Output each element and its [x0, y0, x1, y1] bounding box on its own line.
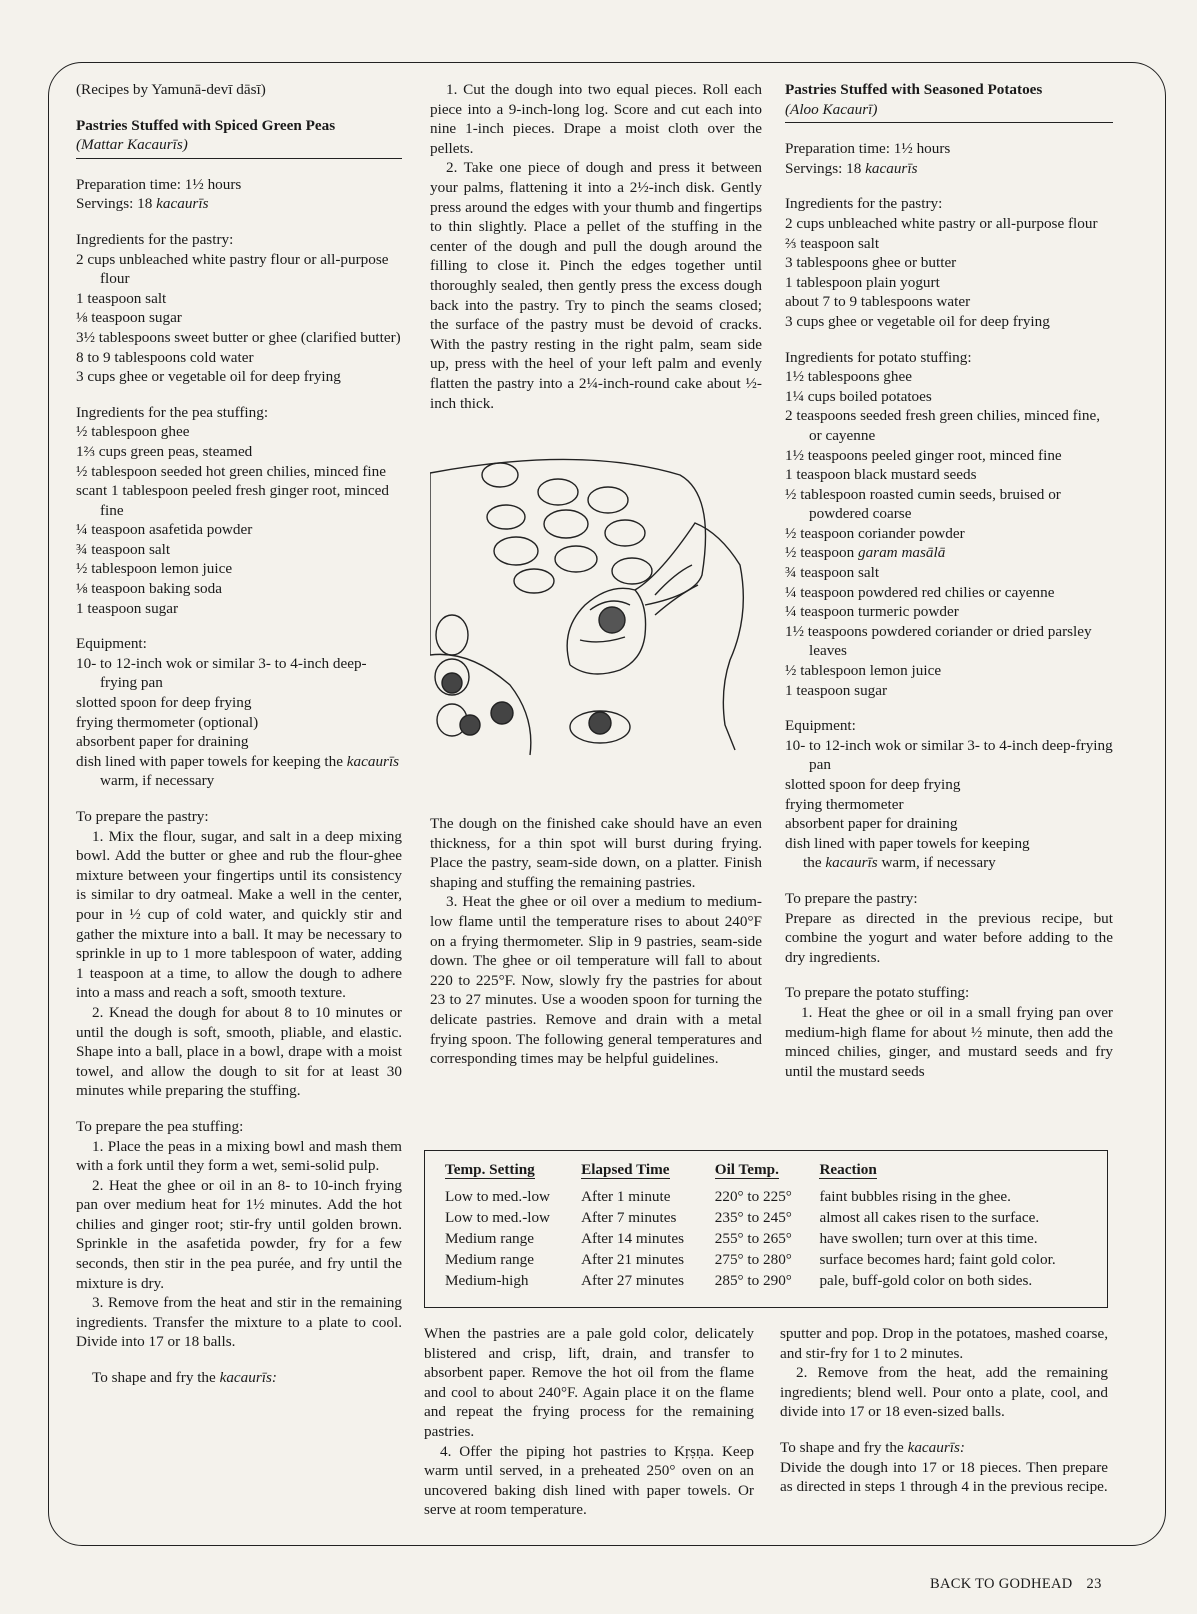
equipment-item: slotted spoon for deep frying — [785, 776, 961, 793]
step-text: 2. Take one piece of dough and press it between your palms, flattening it into a 2½-inch disk. Gently press around the edges with your thumb and fingertips to thin slightly. Place a pellet of the stuffing in the center of the dough and pull the dough around the filling to close it. Pinch the edges together until thoroughly sealed, then gently press the excess dough back into the pastry. Try to pinch the seams closed; the surface of the pastry must be devoid of cracks. With the pastry resting in the right palm, seam side up, press with the heel of your left palm and evenly flatten the pastry into a 2¼-inch-round cake about ½-inch thick. — [430, 159, 762, 412]
recipe1-prepare-pastry-heading: To prepare the pastry: — [76, 808, 209, 825]
table-cell: surface becomes hard; faint gold color. — [819, 1251, 1056, 1268]
ingredient: ½ tablespoon seeded hot green chilies, minced fine — [76, 462, 386, 480]
step-text: 3. Heat the ghee or oil over a medium to medium-low flame until the temperature rises to about 240°F on a frying thermometer. Slip in 9 pastries, seam-side down. The ghee or oil temperature will fall to about 220 to 225°F. Now, slowly fry the pastries for about 23 to 27 minutes. Use a wooden spoon for turning the delicate pastries. Remove and drain with a metal frying spoon. The following general temperatures and corresponding times may be helpful guidelines. — [430, 893, 762, 1068]
equipment-item: absorbent paper for draining — [785, 815, 958, 833]
ingredient: 3 cups ghee or vegetable oil for deep frying — [785, 312, 1050, 330]
table-cell: faint bubbles rising in the ghee. — [819, 1188, 1011, 1205]
table-header: Reaction — [819, 1161, 877, 1178]
equipment-item: 10- to 12-inch wok or similar 3- to 4-inch deep-frying pan — [76, 654, 367, 692]
table-cell: Medium range — [445, 1230, 534, 1247]
ingredient: 1¼ cups boiled potatoes — [785, 387, 932, 405]
ingredient: 3 cups ghee or vegetable oil for deep frying — [76, 368, 341, 386]
table-cell: almost all cakes risen to the surface. — [819, 1209, 1040, 1226]
recipe1-stuffing-heading: Ingredients for the pea stuffing: — [76, 403, 269, 421]
table-cell: Low to med.-low — [445, 1188, 551, 1205]
recipe1-title: Pastries Stuffed with Spiced Green Peas — [76, 116, 336, 134]
step-text: Divide the dough into 17 or 18 pieces. Then prepare as directed in steps 1 through 4 in the previous recipe. — [780, 1458, 1108, 1496]
ingredient: ½ tablespoon lemon juice — [785, 662, 942, 680]
table-cell: After 7 minutes — [581, 1209, 677, 1226]
table-row — [437, 1270, 1095, 1291]
ingredient: 1 teaspoon black mustard seeds — [785, 466, 977, 484]
step-text: When the pastries are a pale gold color, delicately blistered and crisp, lift, drain, and transfer to absorbent paper. Remove the hot oil from the flame and cool to about 240°F. Again place it on the flame and repeat the frying process for the remaining pastries. — [424, 1325, 754, 1440]
equipment-item: absorbent paper for draining — [76, 733, 249, 751]
recipe2-servings: Servings: 18 kacaurīs — [785, 159, 918, 177]
recipe2-pastry-heading: Ingredients for the pastry: — [785, 195, 943, 213]
ingredient: ¾ teaspoon salt — [785, 564, 880, 582]
table-cell: pale, buff-gold color on both sides. — [819, 1272, 1033, 1289]
table-row — [437, 1228, 1095, 1249]
ingredient: ¼ teaspoon powdered red chilies or cayenne — [785, 583, 1055, 601]
table-cell: 235° to 245° — [714, 1209, 792, 1226]
recipe1-equipment-heading: Equipment: — [76, 635, 147, 653]
ingredient: 1⅔ cups green peas, steamed — [76, 442, 253, 460]
table-header: Oil Temp. — [714, 1161, 779, 1178]
ingredient: scant 1 tablespoon peeled fresh ginger root, minced fine — [76, 482, 389, 519]
step-text: Prepare as directed in the previous recipe, but combine the yogurt and water before adding to the dry ingredients. — [785, 909, 1113, 966]
ingredient: ½ teaspoon garam masālā — [785, 544, 946, 562]
equipment-item: dish lined with paper towels for keeping — [785, 834, 1030, 852]
table-cell: 220° to 225° — [714, 1188, 792, 1205]
step-text: 1. Place the peas in a mixing bowl and mash them with a fork until they form a wet, semi-solid pulp. — [76, 1137, 402, 1175]
page-footer — [930, 1576, 1102, 1593]
ingredient: 1 teaspoon sugar — [785, 681, 888, 699]
ingredient: 2 teaspoons seeded fresh green chilies, minced fine, or cayenne — [785, 407, 1101, 444]
recipe-credit: (Recipes by Yamunā-devī dāsī) — [76, 81, 266, 98]
recipe2-stuffing-heading: Ingredients for potato stuffing: — [785, 348, 972, 366]
ingredient: 1½ tablespoons ghee — [785, 368, 912, 386]
equipment-item: 10- to 12-inch wok or similar 3- to 4-inch deep-frying pan — [785, 736, 1113, 774]
column-3 — [785, 80, 1113, 1130]
recipe2-subtitle: (Aloo Kacaurī) — [785, 100, 878, 118]
recipe1-prep-time: Preparation time: 1½ hours — [76, 175, 242, 193]
equipment-item: slotted spoon for deep frying — [76, 694, 252, 712]
recipe1-prepare-stuffing-heading: To prepare the pea stuffing: — [76, 1117, 244, 1135]
ingredient: 3 tablespoons ghee or butter — [785, 254, 957, 272]
step-text: 3. Remove from the heat and stir in the remaining ingredients. Transfer the mixture to a plate to cool. Divide into 17 or 18 balls. — [76, 1294, 402, 1351]
ingredient: ½ teaspoon coriander powder — [785, 524, 965, 542]
ingredient: ½ tablespoon lemon juice — [76, 560, 233, 578]
step-text: 1. Cut the dough into two equal pieces. Roll each piece into a 9-inch-long log. Score and cut each into nine 1-inch pieces. Drape a moist cloth over the pellets. — [430, 81, 762, 157]
ingredient: about 7 to 9 tablespoons water — [785, 293, 971, 311]
recipe2-title: Pastries Stuffed with Seasoned Potatoes — [785, 81, 1043, 98]
ingredient: ⅛ teaspoon sugar — [76, 309, 182, 327]
ingredient: ½ tablespoon roasted cumin seeds, bruised or powdered coarse — [785, 485, 1061, 523]
ingredient: 8 to 9 tablespoons cold water — [76, 348, 254, 366]
column-1 — [76, 80, 402, 1510]
step-text: 1. Mix the flour, sugar, and salt in a deep mixing bowl. Add the butter or ghee and rub the flour-ghee mixture between your fingertips until its consistency is similar to dry oatmeal. Make a well in the center, pour in ½ cup of cold water, and quickly stir and gather the mixture into a ball. It may be necessary to sprinkle in up to 1 more tablespoon of water, adding 1 teaspoon at a time, to allow the dough to adhere into a mass and reach a soft, smooth texture. — [76, 827, 402, 1002]
ingredient: ½ tablespoon ghee — [76, 423, 190, 441]
step-text: 1. Heat the ghee or oil in a small frying pan over medium-high flame for about ½ minute, then add the minced chilies, ginger, and mustard seeds and fry until the mustard seeds — [785, 1003, 1113, 1080]
table-row — [437, 1249, 1095, 1270]
ingredient: ¼ teaspoon asafetida powder — [76, 521, 253, 539]
recipe1-subtitle: (Mattar Kacaurīs) — [76, 136, 188, 154]
ingredient: 1 tablespoon plain yogurt — [785, 273, 940, 291]
table-cell: After 1 minute — [581, 1188, 671, 1205]
table-cell: 275° to 280° — [714, 1251, 792, 1268]
ingredient: 1 teaspoon sugar — [76, 599, 179, 617]
equipment-item: frying thermometer (optional) — [76, 713, 259, 731]
magazine-name: BACK TO GODHEAD — [930, 1576, 1073, 1592]
column-3-final — [780, 1324, 1108, 1524]
recipe1-pastry-heading: Ingredients for the pastry: — [76, 230, 234, 248]
table-cell: 285° to 290° — [714, 1272, 792, 1289]
column-2-top — [430, 80, 762, 440]
ingredient: 1 teaspoon salt — [76, 289, 167, 307]
table-cell: After 27 minutes — [581, 1272, 684, 1289]
ingredient: ⅔ teaspoon salt — [785, 234, 880, 252]
ingredient: 1½ teaspoons peeled ginger root, minced fine — [785, 446, 1062, 464]
table-header: Elapsed Time — [581, 1161, 670, 1178]
ingredient: 2 cups unbleached white pastry flour or all-purpose flour — [76, 250, 389, 288]
ingredient: 2 cups unbleached white pastry or all-purpose flour — [785, 214, 1098, 232]
table-cell: Medium range — [445, 1251, 534, 1268]
ingredient: 3½ tablespoons sweet butter or ghee (clarified butter) — [76, 328, 401, 346]
table-row — [437, 1186, 1095, 1207]
table-cell: 255° to 265° — [714, 1230, 792, 1247]
recipe2-equipment-heading: Equipment: — [785, 717, 856, 735]
step-text: 2. Remove from the heat, add the remaining ingredients; blend well. Pour onto a plate, cool, and divide into 17 or 18 even-sized balls. — [780, 1364, 1108, 1421]
recipe1-shape-heading: To shape and fry the kacaurīs: — [92, 1369, 277, 1387]
ingredient: 1½ teaspoons powdered coriander or dried parsley leaves — [785, 622, 1092, 660]
recipe2-prep-time: Preparation time: 1½ hours — [785, 140, 951, 158]
equipment-item-cont: the kacaurīs warm, if necessary — [803, 854, 996, 872]
column-2-bottom — [430, 814, 762, 1124]
table-cell: After 14 minutes — [581, 1230, 684, 1247]
ingredient: ¼ teaspoon turmeric powder — [785, 603, 959, 621]
frying-guideline-table — [424, 1150, 1108, 1308]
recipe2-prepare-stuffing-heading: To prepare the potato stuffing: — [785, 984, 970, 1002]
table-row — [437, 1207, 1095, 1228]
shaping-pastries-illustration — [430, 455, 760, 800]
ingredient: ¾ teaspoon salt — [76, 540, 171, 558]
page-number: 23 — [1086, 1576, 1102, 1592]
recipe2-shape-heading: To shape and fry the kacaurīs: — [780, 1438, 965, 1456]
equipment-item: dish lined with paper towels for keeping the kacaurīs warm, if necessary — [76, 752, 400, 790]
equipment-item: frying thermometer — [785, 795, 904, 813]
step-text: 2. Heat the ghee or oil in an 8- to 10-inch frying pan over medium heat for 1½ minutes. Add the hot chilies and ginger root; stir-fry until golden brown. Sprinkle in the asafetida powder, fry for a few seconds, then stir in the pea purée, and fry until the mixture is dry. — [76, 1176, 402, 1292]
step-text: sputter and pop. Drop in the potatoes, mashed coarse, and stir-fry for 1 to 2 minutes. — [780, 1325, 1108, 1362]
step-text: The dough on the finished cake should have an even thickness, for a thin spot will burst during frying. Place the pastry, seam-side down, on a platter. Finish shaping and stuffing the remaining pastries. — [430, 815, 762, 891]
table-cell: Medium-high — [445, 1272, 529, 1289]
recipe2-prepare-pastry-heading: To prepare the pastry: — [785, 889, 918, 907]
table-cell: After 21 minutes — [581, 1251, 684, 1268]
step-text: 2. Knead the dough for about 8 to 10 minutes or until the dough is soft, smooth, pliable, and elastic. Shape into a ball, place in a bowl, drape with a moist towel, and allow the dough to sit for at least 30 minutes while preparing the stuffing. — [76, 1003, 402, 1100]
table-header: Temp. Setting — [445, 1161, 535, 1178]
table-cell: Low to med.-low — [445, 1209, 551, 1226]
step-text: 4. Offer the piping hot pastries to Kṛṣṇa. Keep warm until served, in a preheated 250° oven on an uncovered baking dish lined with paper towels. Or serve at room temperature. — [424, 1442, 754, 1519]
table-cell: have swollen; turn over at this time. — [819, 1230, 1038, 1247]
table-header-row — [437, 1157, 1095, 1186]
column-2-final — [424, 1324, 754, 1524]
ingredient: ⅛ teaspoon baking soda — [76, 580, 222, 598]
recipe1-servings: Servings: 18 kacaurīs — [76, 195, 209, 213]
